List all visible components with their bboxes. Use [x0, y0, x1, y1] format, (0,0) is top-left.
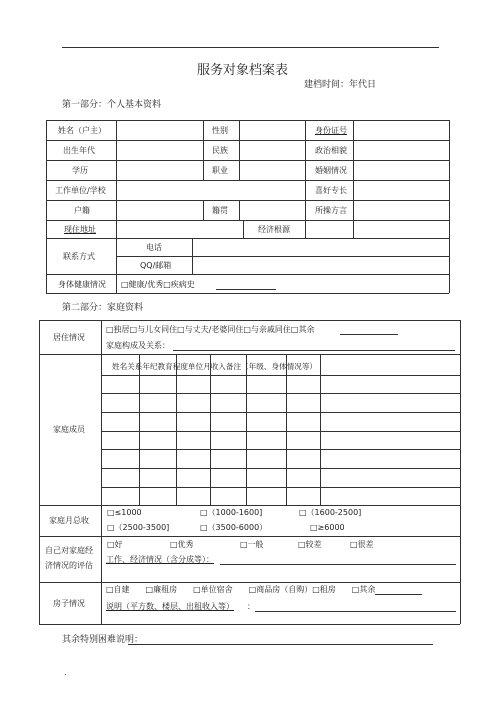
housing-options: □自建 □廉租房 □单位宿舍 □商品房（自购）□租房 □其余 — [106, 585, 376, 594]
eval-option-good: □好 — [107, 540, 123, 549]
health-fill-line — [216, 289, 276, 290]
eval-note: 工作、经济情况（含分成等）： — [106, 555, 214, 564]
dialect-label: 所操方言 — [315, 206, 347, 215]
birth-label: 出生年代 — [63, 146, 95, 155]
phone-label: 电话 — [146, 243, 162, 252]
health-label: 身体健康情况 — [58, 280, 106, 289]
housing-note: 说明（平方数、楼层、出租收入等） — [106, 602, 234, 611]
income-option-2: □（1000-1600] — [200, 508, 263, 517]
gender-label: 性别 — [212, 126, 228, 135]
living-label: 居住情况 — [53, 333, 85, 342]
title-top-rule — [62, 47, 439, 48]
housing-fill-line — [255, 611, 456, 612]
political-label: 政治相貌 — [315, 146, 347, 155]
income-option-5: □（3500-6000） — [200, 523, 268, 532]
native-label: 籍贯 — [212, 206, 228, 215]
eval-option-excellent: □优秀 — [170, 540, 194, 549]
name-label: 姓名（户主） — [58, 126, 106, 135]
eval-fill-line — [220, 564, 456, 565]
address-label: 现住地址 — [64, 225, 96, 234]
health-options: □健康/优秀□疾病史 — [121, 280, 195, 289]
economic-label: 经济根源 — [258, 225, 290, 234]
income-option-6: □≥6000 — [310, 523, 345, 532]
section2-heading: 第二部分：家庭资料 — [62, 303, 144, 313]
job-label: 职业 — [212, 166, 228, 175]
living-other-line — [340, 334, 398, 335]
hobby-label: 喜好专长 — [315, 186, 347, 195]
income-option-3: □（1600-2500] — [299, 508, 362, 517]
eval-label-line1: 自己对家庭经 — [45, 546, 93, 555]
eval-label-line2: 济情况的评估 — [45, 561, 93, 570]
household-label: 户籍 — [74, 206, 90, 215]
eval-option-very-poor: □很差 — [350, 540, 374, 549]
members-header: 姓名关系年纪教育程度单位月收入备注（年级、身体情况等） — [112, 362, 318, 371]
members-label: 家庭成员 — [53, 425, 85, 434]
section1-heading: 第一部分：个人基本资料 — [62, 100, 162, 110]
housing-other-line — [375, 594, 422, 595]
income-option-1: □≤1000 — [107, 508, 142, 517]
education-label: 学历 — [72, 166, 88, 175]
contact-label: 联系方式 — [63, 252, 95, 261]
footer-dot: . — [64, 668, 67, 677]
workplace-label: 工作单位/学校 — [55, 186, 106, 195]
id-number-label: 身份证号 — [315, 126, 347, 135]
income-label: 家庭月总收 — [49, 516, 89, 525]
footer-fill-line — [128, 644, 433, 645]
footer-label: 其余特别困难说明： — [62, 635, 144, 645]
eval-option-poor: □较差 — [298, 540, 322, 549]
ethnic-label: 民族 — [212, 146, 228, 155]
structure-fill-line — [173, 350, 455, 351]
marital-label: 婚姻情况 — [315, 166, 347, 175]
living-options: □独居□与儿女同住□与丈夫/老婆同住□与亲戚同住□其余 — [106, 325, 315, 334]
document-title: 服务对象档案表 — [197, 63, 289, 78]
qq-label: QQ/邮箱 — [140, 261, 172, 270]
structure-label: 家庭构成及关系： — [106, 341, 170, 350]
created-date-label: 建档时间：年代日 — [304, 80, 377, 90]
income-option-4: □（2500-3500] — [107, 523, 170, 532]
housing-label: 房子情况 — [53, 599, 85, 608]
housing-note-colon: ： — [247, 602, 255, 611]
eval-option-average: □一般 — [240, 540, 264, 549]
